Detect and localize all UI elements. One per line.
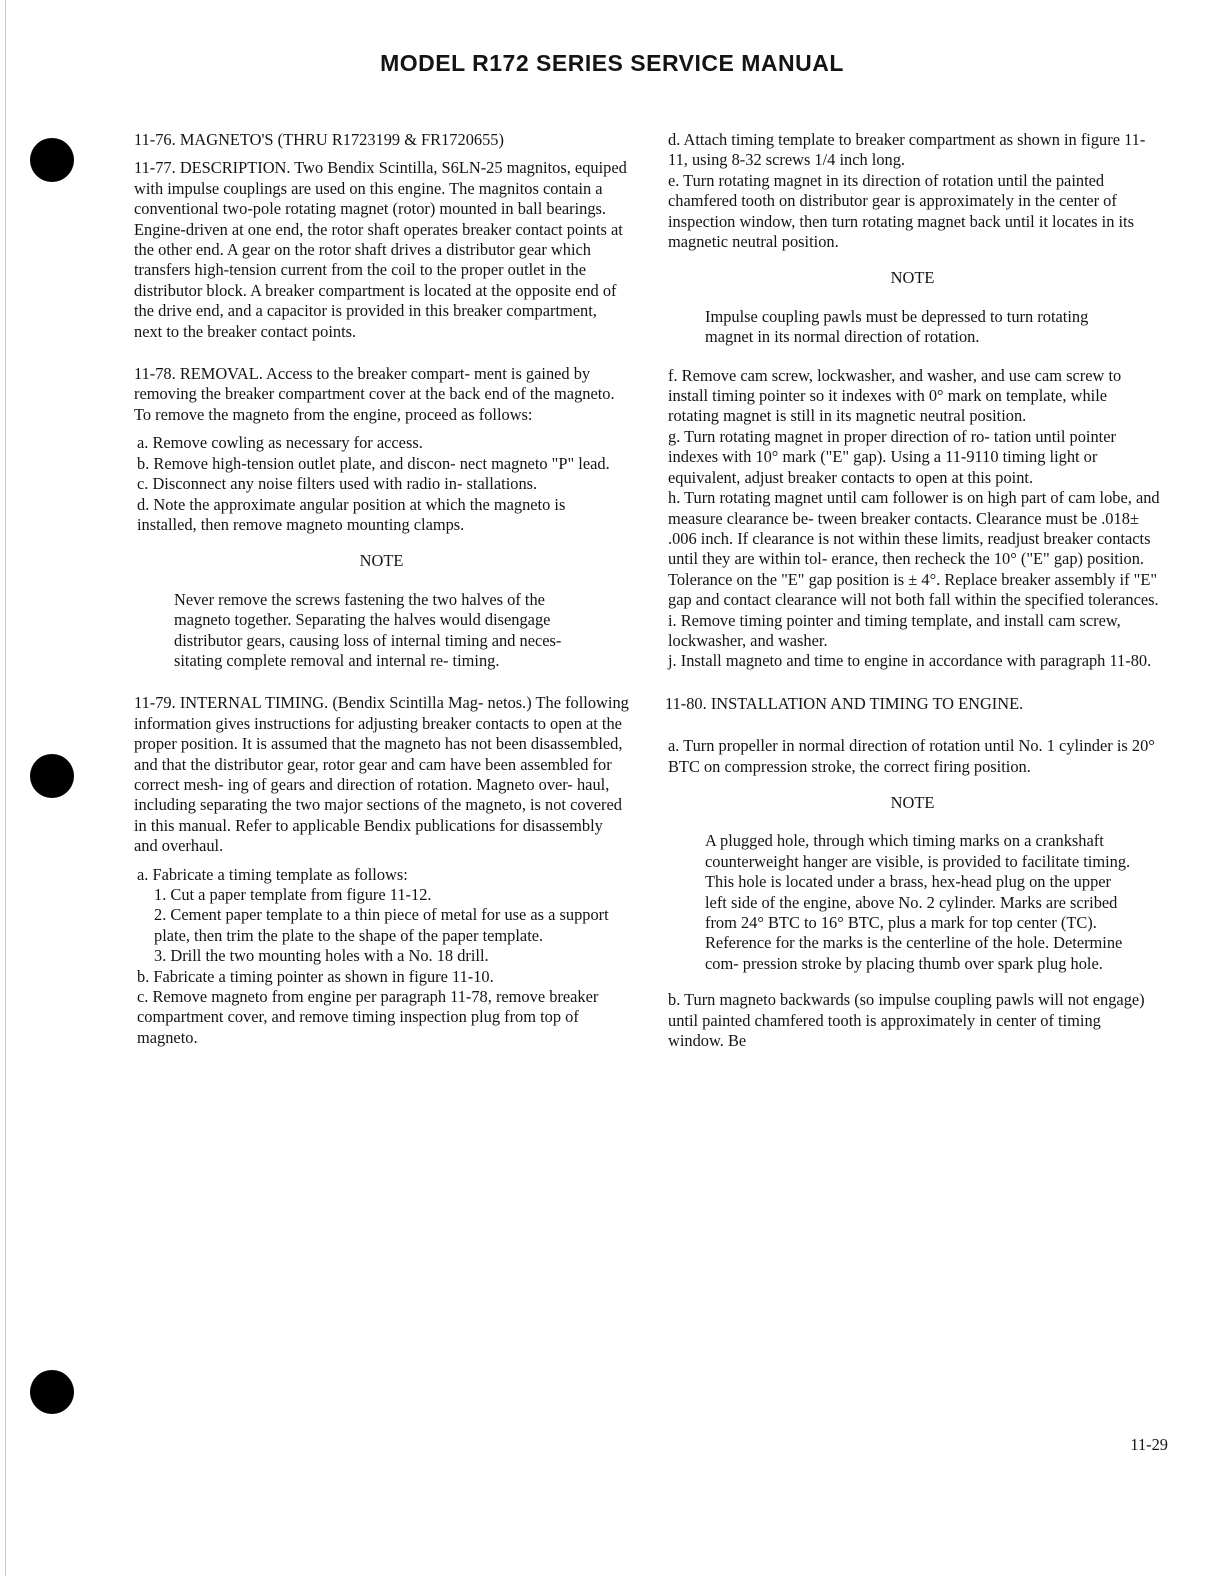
paragraph-11-78: 11-78. REMOVAL. Access to the breaker compart- ment is gained by removing the breaker compartment cover at the back end of the magneto. To remove the magneto from the engine, proceed as follows: (134, 364, 615, 424)
binder-hole-middle (30, 754, 74, 798)
step-11-79-c: c. Remove magneto from engine per paragraph 11-78, remove breaker compartment cover, and remove timing inspection plug from top of magneto. (137, 987, 599, 1047)
note-body-1: Never remove the screws fastening the two halves of the magneto together. Separating the halves would disengage distributor gears, causing loss of internal timing and neces- sitating complete removal and internal re- timing. (174, 589, 562, 670)
step-11-79-d: d. Attach timing template to breaker compartment as shown in figure 11-11, using 8-32 screws 1/4 inch long. (668, 130, 1146, 170)
note-title-2: NOTE (890, 268, 935, 288)
page-edge-line (5, 0, 6, 1576)
right-column (665, 130, 1160, 1051)
step-11-79-h: h. Turn rotating magnet until cam follower is on high part of cam lobe, and measure clearance be- tween breaker contacts. Clearance must be .018± .006 inch. If clearance is not within these limits, readjust breaker contacts until they are within tol- erance, then recheck the 10° ("E" gap) position. Tolerance on the "E" gap position is ± 4°. Replace breaker assembly if "E" gap and contact clearance will not both fall within the specified tolerances. (668, 488, 1160, 610)
step-11-78-d: d. Note the approximate angular position at which the magneto is installed, then remove magneto mounting clamps. (137, 494, 566, 534)
page-number: 11-29 (1130, 1435, 1168, 1454)
paragraph-11-79: 11-79. INTERNAL TIMING. (Bendix Scintilla Mag- netos.) The following information gives instructions for adjusting breaker contacts to open at the proper position. It is assumed that the magneto has not been disassembled, and that the distributor gear, rotor gear and cam have been assembled for correct mesh- ing of gears and direction of rotation. Magneto over- haul, including separating the two major sections of the magneto, is not covered in this manual. Refer to applicable Bendix publications for disassembly and overhaul. (134, 693, 629, 856)
page-header: MODEL R172 SERIES SERVICE MANUAL (380, 50, 844, 76)
paragraph-11-77: 11-77. DESCRIPTION. Two Bendix Scintilla, S6LN-25 magnitos, equiped with impulse couplings are used on this engine. The magnitos contain a conventional two-pole rotating magnet (rotor) mounted in ball bearings. Engine-driven at one end, the rotor shaft operates breaker contact points at the other end. A gear on the rotor shaft drives a distributor gear which transfers high-tension current from the coil to the proper outlet in the distributor block. A breaker compartment is located at the opposite end of the drive end, and a capacitor is provided in this breaker compartment, next to the breaker contact points. (134, 158, 627, 341)
step-11-79-b: b. Fabricate a timing pointer as shown in figure 11-10. (137, 966, 494, 986)
step-11-78-a: a. Remove cowling as necessary for access. (137, 433, 423, 453)
note-body-2: Impulse coupling pawls must be depressed to turn rotating magnet in its normal direction of rotation. (705, 306, 1089, 347)
step-11-79-f: f. Remove cam screw, lockwasher, and washer, and use cam screw to install timing pointer so it indexes with 0° mark on template, while rotating magnet is still in its magnetic neutral position. (668, 365, 1122, 426)
left-column (134, 130, 629, 1048)
step-11-79-g: g. Turn rotating magnet in proper direction of ro- tation until pointer indexes with 10° mark ("E" gap). Using a 11-9110 timing light or equivalent, adjust breaker contacts to open at this point. (668, 426, 1116, 487)
step-11-78-b: b. Remove high-tension outlet plate, and discon- nect magneto "P" lead. (137, 453, 610, 473)
step-11-79-e: e. Turn rotating magnet in its direction of rotation until the painted chamfered tooth on distributor gear is approximately in the center of inspection window, then turn rotating magnet back until it locates in its magnetic neutral position. (668, 170, 1134, 252)
note-title-3: NOTE (890, 792, 935, 812)
step-11-80-b: b. Turn magneto backwards (so impulse coupling pawls will not engage) until painted chamfered tooth is approximately in center of timing window. Be (668, 990, 1145, 1051)
binder-hole-bottom (30, 1370, 74, 1414)
step-11-79-a-2: 2. Cement paper template to a thin piece of metal for use as a support plate, then trim the plate to the shape of the paper template. (154, 905, 609, 945)
section-heading-11-76: 11-76. MAGNETO'S (THRU R1723199 & FR1720655) (134, 130, 504, 149)
step-11-80-a: a. Turn propeller in normal direction of rotation until No. 1 cylinder is 20° BTC on compression stroke, the correct firing position. (668, 736, 1155, 776)
step-11-79-a: a. Fabricate a timing template as follows: (137, 864, 408, 884)
step-11-79-a-3: 3. Drill the two mounting holes with a No. 18 drill. (154, 946, 489, 966)
step-11-79-j: j. Install magneto and time to engine in accordance with paragraph 11-80. (668, 651, 1152, 671)
step-11-78-c: c. Disconnect any noise filters used with radio in- stallations. (137, 474, 538, 494)
binder-hole-top (30, 138, 74, 182)
section-heading-11-80: 11-80. INSTALLATION AND TIMING TO ENGINE. (665, 693, 1024, 713)
step-11-79-a-1: 1. Cut a paper template from figure 11-12. (154, 885, 432, 904)
note-title-1: NOTE (359, 551, 404, 571)
step-11-79-i: i. Remove timing pointer and timing template, and install cam screw, lockwasher, and washer. (668, 610, 1121, 650)
note-body-3: A plugged hole, through which timing marks on a crankshaft counterweight hanger are visible, is provided to facilitate timing. This hole is located under a brass, hex-head plug on the upper left side of the engine, above No. 2 cylinder. Marks are scribed from 24° BTC to 16° BTC, plus a mark for top center (TC). Reference for the marks is the centerline of the hole. Determine com- pression stroke by placing thumb over spark plug hole. (705, 831, 1131, 973)
